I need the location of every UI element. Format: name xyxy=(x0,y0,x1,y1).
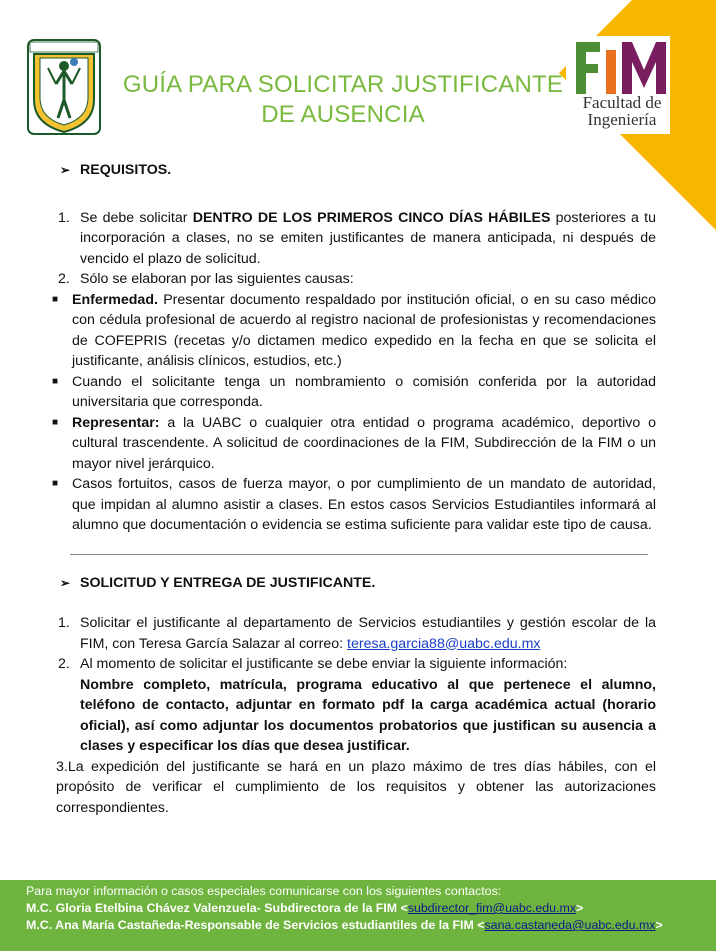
fim-logo-text xyxy=(572,94,672,128)
arrow-bullet-icon: ➢ xyxy=(60,575,71,590)
square-bullet-icon: ■ xyxy=(52,293,59,305)
fim-logo-line-2: Ingeniería xyxy=(587,110,657,129)
list-item: 2. Al momento de solicitar el justificante se debe enviar la siguiente información: Nombre completo, matrícula, programa educativo al que pertenece el alumno, teléfono de contacto, adjuntar en formato pdf la carga académica actual (horario oficial), así como adjuntar los documentos probatorios que justifican su ausencia a clases y especificar los días que desea justificar. xyxy=(58,656,656,754)
footer-contact-1: M.C. Gloria Etelbina Chávez Valenzuela- Subdirectora de la FIM <subdirector_fim@uabc.edu.mx> xyxy=(26,901,584,915)
footer-intro: Para mayor información o casos especiales comunicarse con los siguientes contactos: xyxy=(26,884,502,898)
title-line-2: DE AUSENCIA xyxy=(261,101,425,128)
list-item-3: 3.La expedición del justificante se hará en un plazo máximo de tres días hábiles, con el propósito de verificar el cumplimiento de los requisitos y obtener las autorizaciones correspondientes. xyxy=(56,758,656,816)
fim-logo xyxy=(566,36,670,134)
bullet-item-representar: ■ Representar: a la UABC o cualquier otra entidad o programa académico, deportivo o cultural trascendente. A solicitud de coordinaciones de la FIM, Subdirección de la FIM o un mayor nivel jerárquico. xyxy=(52,413,656,475)
list-item: 1. Solicitar el justificante al departamento de Servicios estudiantiles y gestión escolar de la FIM, con Teresa García Salazar al correo: teresa.garcia88@uabc.edu.mx xyxy=(58,615,656,652)
page-title xyxy=(118,70,568,130)
contact-footer xyxy=(0,880,716,951)
section-requisitos-heading: ➢ REQUISITOS. xyxy=(60,160,656,181)
email-link-subdirector[interactable]: subdirector_fim@uabc.edu.mx xyxy=(407,901,577,915)
arrow-bullet-icon: ➢ xyxy=(60,163,71,177)
bullet-item-enfermedad: ■ Enfermedad. Presentar documento respaldado por institución oficial, o en su caso médico con cédula profesional de acuerdo al registro nacional de profesionistas y recomendaciones de COFEPRIS (recetas y/o dictamen medico expedido en la fecha en que se solicita el justificante, análisis clínicos, estudios, etc.) xyxy=(52,290,656,372)
document-body xyxy=(52,160,656,818)
fim-logo-line-1: Facultad de xyxy=(582,93,662,112)
email-link-teresa[interactable]: teresa.garcia88@uabc.edu.mx xyxy=(347,635,541,652)
footer-contact-2: M.C. Ana María Castañeda-Responsable de Servicios estudiantiles de la FIM <sana.castaneda@uabc.edu.mx> xyxy=(26,918,663,932)
list-item: 2. Sólo se elaboran por las siguientes causas: xyxy=(58,271,354,287)
email-link-castaneda[interactable]: sana.castaneda@uabc.edu.mx xyxy=(484,918,656,932)
square-bullet-icon: ■ xyxy=(52,375,59,387)
bullet-item-nombramiento: ■ Cuando el solicitante tenga un nombramiento o comisión conferida por la autoridad universitaria que corresponda. xyxy=(52,372,656,413)
bullet-item-casos-fortuitos: ■ Casos fortuitos, casos de fuerza mayor, o por cumplimiento de un mandato de autoridad, que impidan al alumno asistir a clases. En estos casos Servicios Estudiantiles informará al alumno que documentación o evidencia se estima suficiente para validar este tipo de causa. xyxy=(52,474,656,536)
section-solicitud-heading: ➢ SOLICITUD Y ENTREGA DE JUSTIFICANTE. xyxy=(60,573,656,594)
fim-letters-logo xyxy=(576,42,666,94)
square-bullet-icon: ■ xyxy=(52,478,59,489)
title-line-1: GUÍA PARA SOLICITAR JUSTIFICANTE xyxy=(122,71,564,98)
section-divider xyxy=(70,554,648,555)
square-bullet-icon: ■ xyxy=(52,416,59,428)
uabc-seal-logo xyxy=(26,38,102,136)
list-item: 1. Se debe solicitar DENTRO DE LOS PRIMEROS CINCO DÍAS HÁBILES posteriores a tu incorporación a clases, no se emiten justificantes de manera anticipada, ni después de vencido el plazo de solicitud. xyxy=(58,209,656,267)
